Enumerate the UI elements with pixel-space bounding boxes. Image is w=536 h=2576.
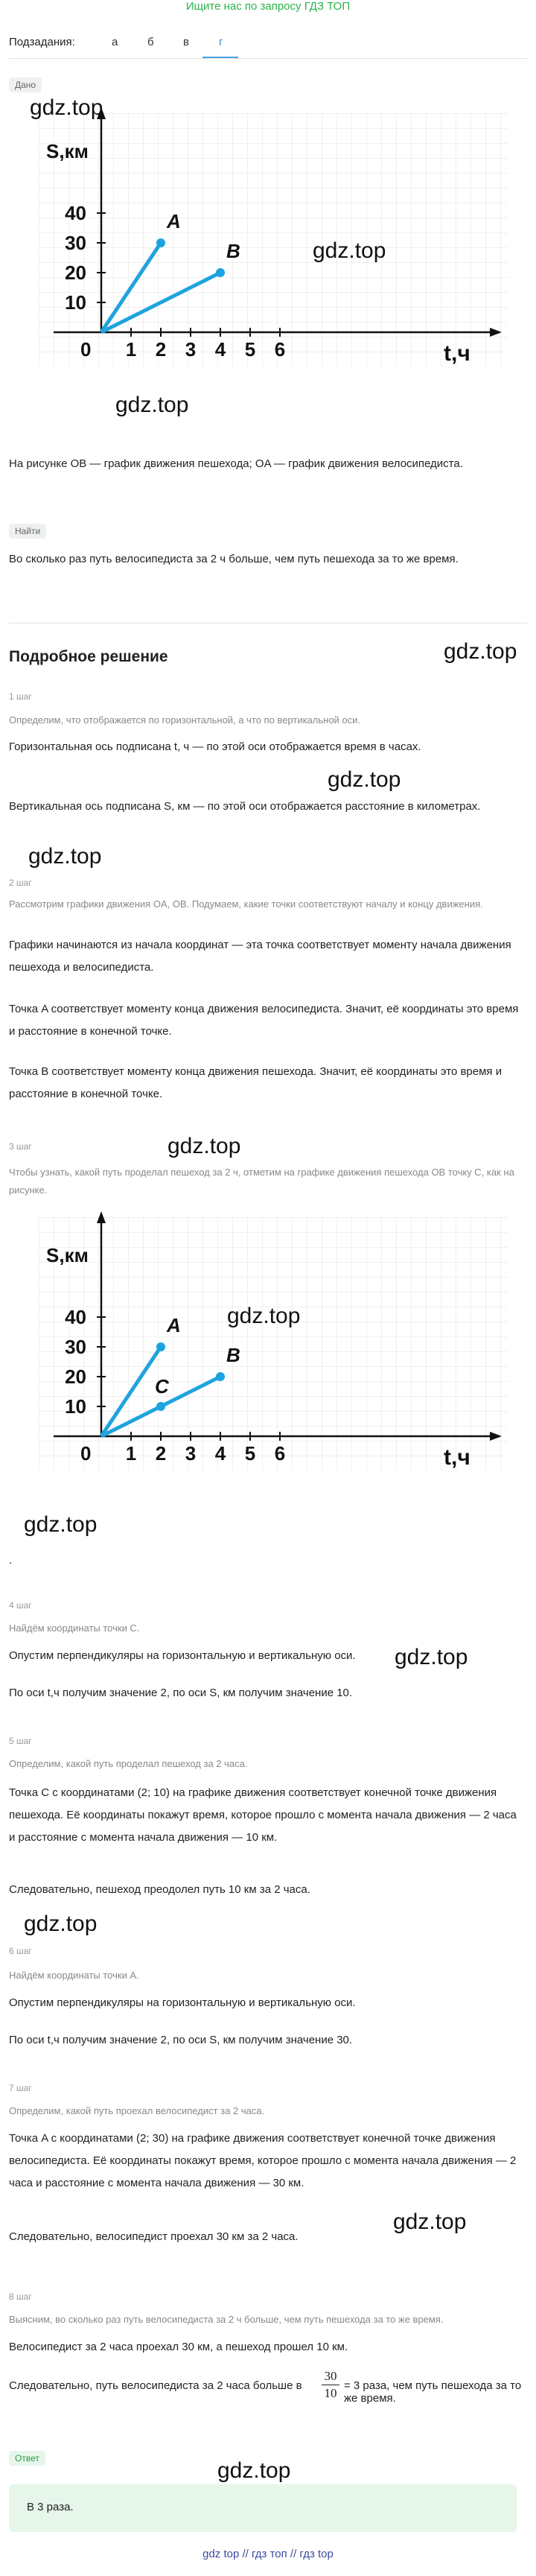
watermark: gdz.top [227,1304,301,1328]
y-tick-20: 20 [65,261,86,284]
x-tick-6: 6 [274,1442,286,1465]
step-1-text-2: Вертикальная ось подписана S, км — по этой оси отображается расстояние в километрах. [9,800,481,813]
step-2-text-1: Графики начинаются из начала координат — эта точка соответствует моменту начала движения пешехода и велосипедиста. [9,939,511,974]
step-7-hint: Определим, какой путь проехал велосипедист за 2 часа. [9,2105,265,2116]
step-3-dot: . [9,1554,13,1567]
x-tick-2: 2 [155,338,167,361]
watermark: gdz.top [115,393,189,417]
answer-badge: Ответ [9,2451,45,2466]
step-8-label: 8 шаг [9,2291,32,2302]
step-2-text-2: Точка A соответствует моменту конца движения велосипедиста. Значит, её координаты это время и расстояние в конечной точке. [9,1003,519,1038]
step-2-text-3: Точка B соответствует моменту конца движения пешехода. Значит, её координаты это время и расстояние в конечной точке. [9,1065,502,1100]
step-4-text-1: Опустим перпендикуляры на горизонтальную и вертикальную оси. [9,1649,356,1662]
step-5-text-2: Следовательно, пешеход преодолел путь 10 км за 2 часа. [9,1883,310,1896]
x-axis-label: t,ч [444,1445,470,1470]
watermark: gdz.top [217,2458,291,2483]
step-6-label: 6 шаг [9,1946,32,1956]
watermark: gdz.top [328,767,401,792]
solution-title: Подробное решение [9,648,168,665]
step-1-hint: Определим, что отображается по горизонтальной, а что по вертикальной оси. [9,714,361,726]
step-1-label: 1 шаг [9,691,32,702]
watermark: gdz.top [28,844,102,869]
y-tick-30: 30 [65,232,86,254]
subtasks-label: Подзадания: [9,36,75,48]
given-text: На рисунке OB — график движения пешехода; OA — график движения велосипедиста. [9,457,463,470]
x-axis-label: t,ч [444,341,470,366]
step-5-text-1: Точка C с координатами (2; 10) на графике движения соответствует конечной точке движения пешехода. Её координаты покажут время, которое прошло с момента начала движения — 2 часа и расстояние с момента начала движения — 10 км. [9,1786,517,1844]
x-tick-4: 4 [214,338,226,361]
top-search-link[interactable]: Ищите нас по запросу ГДЗ ТОП [185,0,351,13]
watermark: gdz.top [24,1512,98,1537]
step-5-hint: Определим, какой путь проделал пешеход за 2 часа. [9,1758,248,1769]
watermark: gdz.top [393,2209,467,2234]
step-2-label: 2 шаг [9,878,32,888]
y-axis-label: S,км [46,1244,89,1266]
answer-text: В 3 раза. [27,2501,74,2513]
step-4-text-2: По оси t,ч получим значение 2, по оси S, км получим значение 10. [9,1687,353,1699]
point-a-dot [156,238,165,247]
x-tick-3: 3 [185,338,197,361]
y-tick-40: 40 [65,1306,86,1328]
point-b-label: B [226,1344,240,1366]
step-8-text-2a: Следовательно, путь велосипедиста за 2 часа больше в [9,2379,302,2392]
x-tick-3: 3 [185,1442,197,1465]
step-1-text-1: Горизонтальная ось подписана t, ч — по этой оси отображается время в часах. [9,740,421,753]
answer-box [9,2484,517,2532]
step-5-label: 5 шаг [9,1736,32,1746]
origin-label: 0 [80,1442,92,1465]
step-3-hint: Чтобы узнать, какой путь проделал пешеход за 2 ч, отметим на графике движения пешехода OB точку C, как на рисунке. [9,1167,514,1196]
point-b-label: B [226,240,240,262]
x-tick-1: 1 [125,338,137,361]
x-tick-6: 6 [274,338,286,361]
point-a-dot [156,1342,165,1351]
watermark: gdz.top [168,1134,241,1158]
find-badge: Найти [9,524,46,539]
footer-links[interactable]: gdz top // гдз топ // гдз top [202,2548,334,2560]
point-a-label: A [167,210,181,232]
graph-2 [9,1202,523,1515]
x-tick-5: 5 [244,1442,256,1465]
watermark: gdz.top [395,1645,468,1669]
step-2-hint: Рассмотрим графики движения OA, OB. Подумаем, какие точки соответствуют началу и концу движения. [9,898,483,910]
point-b-dot [216,1372,225,1381]
y-tick-30: 30 [65,1336,86,1358]
step-6-hint: Найдём координаты точки A. [9,1970,139,1981]
point-b-dot [216,268,225,277]
point-c-dot [156,1402,165,1411]
step-6-text-2: По оси t,ч получим значение 2, по оси S, км получим значение 30. [9,2034,353,2046]
y-axis-label: S,км [46,140,89,162]
y-tick-10: 10 [65,291,86,314]
point-c-label: C [155,1375,169,1398]
watermark: gdz.top [444,639,517,664]
watermark: gdz.top [24,1912,98,1936]
step-8-text-2 [9,2369,523,2421]
x-tick-4: 4 [214,1442,226,1465]
step-4-hint: Найдём координаты точки C. [9,1622,140,1634]
tab-b[interactable]: б [147,36,154,48]
step-7-text-1: Точка A с координатами (2; 30) на графике движения соответствует конечной точке движения велосипедиста. Её координаты покажут время, которое прошло с момента начала движения — 2 часа и расстояние с момента начала движения — 30 км. [9,2132,517,2189]
fraction-denominator: 10 [324,2386,337,2400]
y-tick-40: 40 [65,202,86,224]
step-7-text-2: Следовательно, велосипедист проехал 30 км за 2 часа. [9,2230,299,2243]
tab-v[interactable]: в [183,36,189,48]
step-7-label: 7 шаг [9,2083,32,2093]
find-text: Во сколько раз путь велосипедиста за 2 ч больше, чем путь пешехода за то же время. [9,553,459,565]
divider [9,623,527,624]
step-8-text-1: Велосипедист за 2 часа проехал 30 км, а пешеход прошел 10 км. [9,2341,348,2353]
origin-label: 0 [80,338,92,361]
divider [9,58,527,59]
x-tick-5: 5 [244,338,256,361]
x-tick-2: 2 [155,1442,167,1465]
watermark: gdz.top [313,238,386,263]
fraction-numerator: 30 [322,2369,339,2385]
x-tick-1: 1 [125,1442,137,1465]
fraction [322,2369,339,2401]
tab-a[interactable]: а [112,36,118,48]
step-6-text-1: Опустим перпендикуляры на горизонтальную и вертикальную оси. [9,1996,356,2009]
y-tick-20: 20 [65,1365,86,1388]
tab-g[interactable]: г [219,36,223,48]
given-badge: Дано [9,77,42,92]
step-4-label: 4 шаг [9,1600,32,1611]
step-8-text-2b: = 3 раза, чем путь пешехода за то же время. [344,2379,522,2405]
watermark: gdz.top [30,95,103,120]
graph-1 [9,98,523,411]
step-8-hint: Выясним, во сколько раз путь велосипедиста за 2 ч больше, чем путь пешехода за то же время. [9,2314,444,2325]
step-3-label: 3 шаг [9,1141,32,1152]
point-a-label: A [167,1314,181,1336]
y-tick-10: 10 [65,1395,86,1418]
